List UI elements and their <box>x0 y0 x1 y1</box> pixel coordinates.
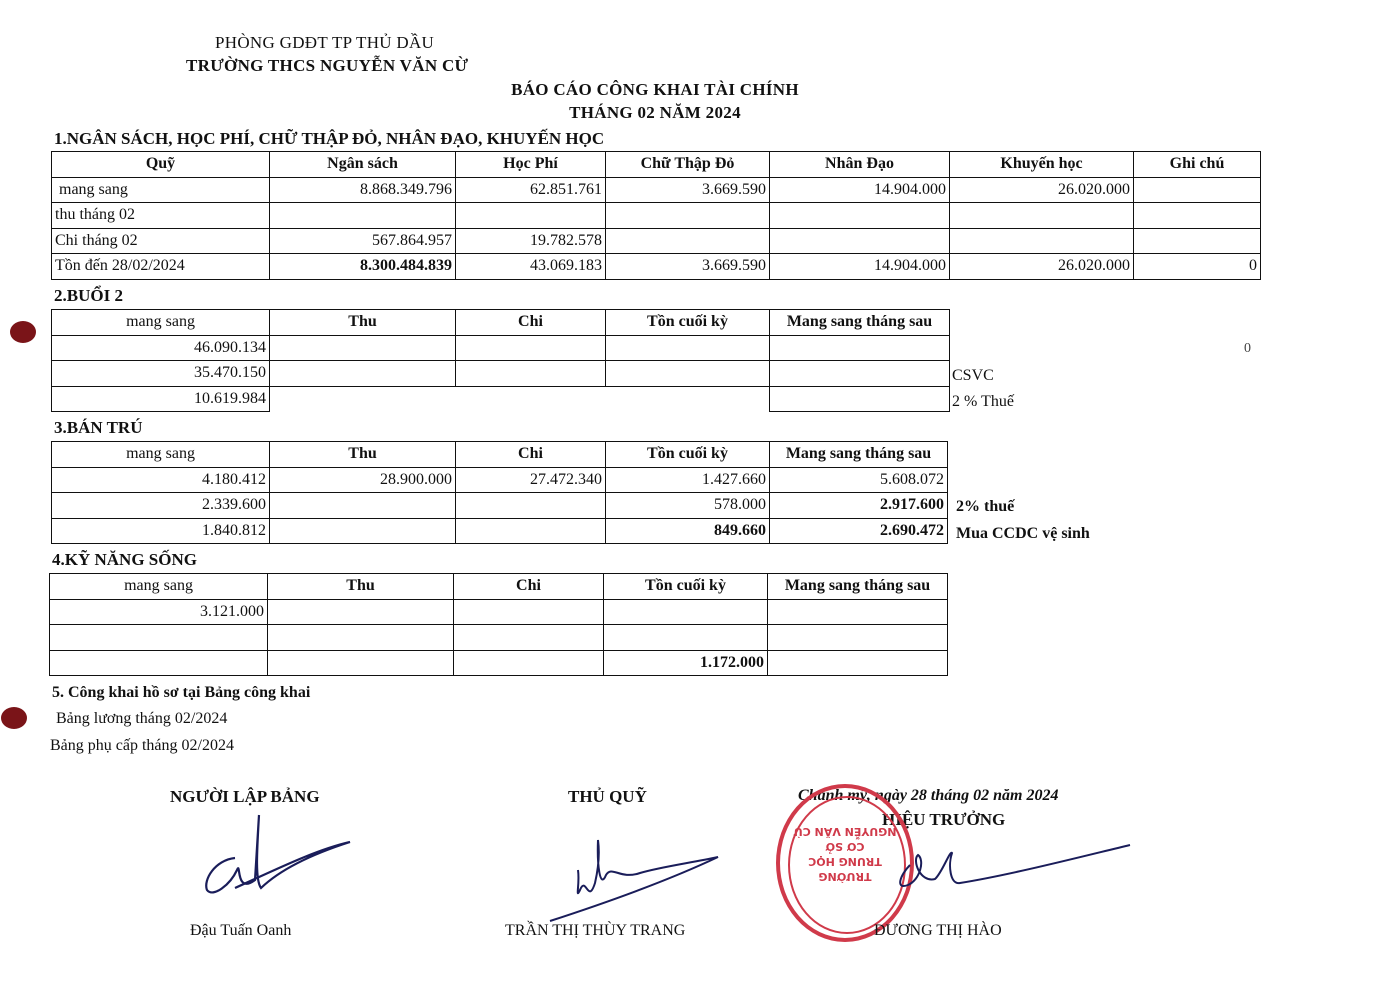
table-cell <box>1134 228 1261 254</box>
table-row <box>52 467 948 493</box>
side-note: 2% thuế <box>956 498 1015 515</box>
table-cell <box>1134 203 1261 229</box>
table-cell <box>454 650 604 676</box>
column-header: Khuyến học <box>950 152 1134 178</box>
disclosure-item: Bảng phụ cấp tháng 02/2024 <box>50 737 234 754</box>
section1-title: 1.NGÂN SÁCH, HỌC PHÍ, CHỮ THẬP ĐỎ, NHÂN ĐẠO, KHUYẾN HỌC <box>54 129 605 148</box>
table-cell: 10.619.984 <box>52 386 270 412</box>
table-cell <box>606 386 770 412</box>
section1-table <box>51 151 1261 280</box>
table-cell <box>768 599 948 625</box>
table-cell: 46.090.134 <box>52 335 270 361</box>
column-header: Chi <box>456 442 606 468</box>
table-cell <box>456 493 606 519</box>
row-label: thu tháng 02 <box>52 203 270 229</box>
column-header: Học Phí <box>456 152 606 178</box>
table-cell <box>770 361 950 387</box>
column-header: Chi <box>454 574 604 600</box>
table-cell: 4.180.412 <box>52 467 270 493</box>
table-header-row <box>52 310 950 336</box>
punch-hole-mark <box>10 321 36 343</box>
column-header: Thu <box>270 310 456 336</box>
table-cell <box>270 493 456 519</box>
table-cell <box>268 650 454 676</box>
table-cell: 27.472.340 <box>456 467 606 493</box>
table-cell: 849.660 <box>606 518 770 544</box>
table-row <box>52 518 948 544</box>
report-period: THÁNG 02 NĂM 2024 <box>569 103 741 122</box>
table-cell: 43.069.183 <box>456 254 606 280</box>
table-header-row <box>50 574 948 600</box>
preparer-signature <box>195 810 365 905</box>
principal-signature <box>880 835 1140 895</box>
column-header: Mang sang tháng sau <box>770 442 948 468</box>
table-cell <box>770 386 950 412</box>
section2-title: 2.BUỔI 2 <box>54 286 123 305</box>
table-cell <box>50 650 268 676</box>
table-cell <box>50 625 268 651</box>
table-cell <box>268 599 454 625</box>
section2-table <box>51 309 950 412</box>
table-cell: 26.020.000 <box>950 177 1134 203</box>
treasurer-name: TRẦN THỊ THÙY TRANG <box>505 922 686 939</box>
column-header: Tồn cuối kỳ <box>604 574 768 600</box>
table-header-row <box>52 442 948 468</box>
preparer-title: NGƯỜI LẬP BẢNG <box>170 787 320 806</box>
signing-date: Chánh mỹ, ngày 28 tháng 02 năm 2024 <box>798 787 1059 804</box>
table-cell: 2.339.600 <box>52 493 270 519</box>
column-header: Tồn cuối kỳ <box>606 442 770 468</box>
table-row <box>52 228 1261 254</box>
table-cell <box>950 228 1134 254</box>
table-row <box>52 335 950 361</box>
table-cell <box>454 625 604 651</box>
table-cell: 567.864.957 <box>270 228 456 254</box>
table-row <box>52 177 1261 203</box>
section4-table <box>49 573 948 676</box>
table-cell: 62.851.761 <box>456 177 606 203</box>
table-cell <box>770 228 950 254</box>
side-note: CSVC <box>952 367 994 384</box>
table-cell: 14.904.000 <box>770 254 950 280</box>
table-cell <box>270 361 456 387</box>
table-cell <box>604 625 768 651</box>
column-header: Mang sang tháng sau <box>768 574 948 600</box>
table-cell: 3.669.590 <box>606 177 770 203</box>
table-cell: 14.904.000 <box>770 177 950 203</box>
column-header: Ngân sách <box>270 152 456 178</box>
column-header: Tồn cuối kỳ <box>606 310 770 336</box>
table-cell: 5.608.072 <box>770 467 948 493</box>
table-cell <box>606 361 770 387</box>
column-header: Thu <box>268 574 454 600</box>
row-label: Tồn đến 28/02/2024 <box>52 254 270 280</box>
table-cell: 26.020.000 <box>950 254 1134 280</box>
section4-title: 4.KỸ NĂNG SỐNG <box>52 550 197 569</box>
table-cell: 1.172.000 <box>604 650 768 676</box>
column-header: mang sang <box>52 310 270 336</box>
table-cell <box>454 599 604 625</box>
side-note: Mua CCDC vệ sinh <box>956 525 1090 542</box>
table-cell <box>456 203 606 229</box>
column-header: Nhân Đạo <box>770 152 950 178</box>
table-header-row <box>52 152 1261 178</box>
column-header: Quỹ <box>52 152 270 178</box>
table-cell: 3.669.590 <box>606 254 770 280</box>
column-header: Mang sang tháng sau <box>770 310 950 336</box>
column-header: mang sang <box>52 442 270 468</box>
table-cell: 3.121.000 <box>50 599 268 625</box>
side-note: 2 % Thuế <box>952 393 1014 410</box>
table-cell: 0 <box>1134 254 1261 280</box>
row-label: mang sang <box>52 177 270 203</box>
punch-hole-mark <box>1 707 27 729</box>
column-header: Chi <box>456 310 606 336</box>
section3-title: 3.BÁN TRÚ <box>54 418 143 437</box>
department-name: PHÒNG GDĐT TP THỦ DẦU <box>215 33 435 52</box>
table-cell: 8.868.349.796 <box>270 177 456 203</box>
table-cell <box>950 203 1134 229</box>
column-header: mang sang <box>50 574 268 600</box>
table-row <box>52 361 950 387</box>
table-cell <box>270 386 456 412</box>
section5-title: 5. Công khai hồ sơ tại Bảng công khai <box>52 684 311 701</box>
table-cell <box>456 386 606 412</box>
table-cell <box>456 361 606 387</box>
disclosure-item: Bảng lương tháng 02/2024 <box>56 710 228 727</box>
table-cell <box>270 518 456 544</box>
principal-title: HIỆU TRƯỞNG <box>882 810 1006 829</box>
table-cell <box>268 625 454 651</box>
stamp-text: CƠ SỞ <box>825 840 865 853</box>
stamp-text: TRUNG HỌC <box>808 855 882 868</box>
table-cell <box>604 599 768 625</box>
table-row-total <box>52 254 1261 280</box>
treasurer-signature <box>540 835 730 925</box>
table-cell <box>768 625 948 651</box>
column-header: Ghi chú <box>1134 152 1261 178</box>
column-header: Thu <box>270 442 456 468</box>
table-cell: 35.470.150 <box>52 361 270 387</box>
table-cell: 2.917.600 <box>770 493 948 519</box>
preparer-name: Đậu Tuấn Oanh <box>190 922 292 939</box>
table-cell: 578.000 <box>606 493 770 519</box>
treasurer-title: THỦ QUỸ <box>568 787 647 806</box>
table-row <box>52 203 1261 229</box>
table-cell: 19.782.578 <box>456 228 606 254</box>
table-cell <box>606 203 770 229</box>
table-cell <box>456 518 606 544</box>
table-cell: 28.900.000 <box>270 467 456 493</box>
table-row <box>52 386 950 412</box>
table-cell: 1.427.660 <box>606 467 770 493</box>
table-cell <box>1134 177 1261 203</box>
table-cell <box>270 203 456 229</box>
table-cell <box>270 335 456 361</box>
stamp-text: NGUYỄN VĂN CỪ <box>793 825 897 838</box>
table-cell <box>606 228 770 254</box>
table-cell: 2.690.472 <box>770 518 948 544</box>
report-title: BÁO CÁO CÔNG KHAI TÀI CHÍNH <box>511 80 799 99</box>
stamp-text: TRƯỜNG <box>818 870 872 883</box>
table-cell: 1.840.812 <box>52 518 270 544</box>
table-cell <box>606 335 770 361</box>
section3-table <box>51 441 948 544</box>
table-row <box>50 599 948 625</box>
table-row <box>50 625 948 651</box>
table-row <box>52 493 948 519</box>
table-cell <box>770 335 950 361</box>
table-cell <box>768 650 948 676</box>
table-cell <box>456 335 606 361</box>
side-note: 0 <box>1244 341 1251 356</box>
principal-name: ĐƯƠNG THỊ HÀO <box>874 922 1002 939</box>
school-name: TRƯỜNG THCS NGUYỄN VĂN CỪ <box>186 56 469 75</box>
table-cell: 8.300.484.839 <box>270 254 456 280</box>
table-row <box>50 650 948 676</box>
table-cell <box>770 203 950 229</box>
row-label: Chi tháng 02 <box>52 228 270 254</box>
column-header: Chữ Thập Đỏ <box>606 152 770 178</box>
